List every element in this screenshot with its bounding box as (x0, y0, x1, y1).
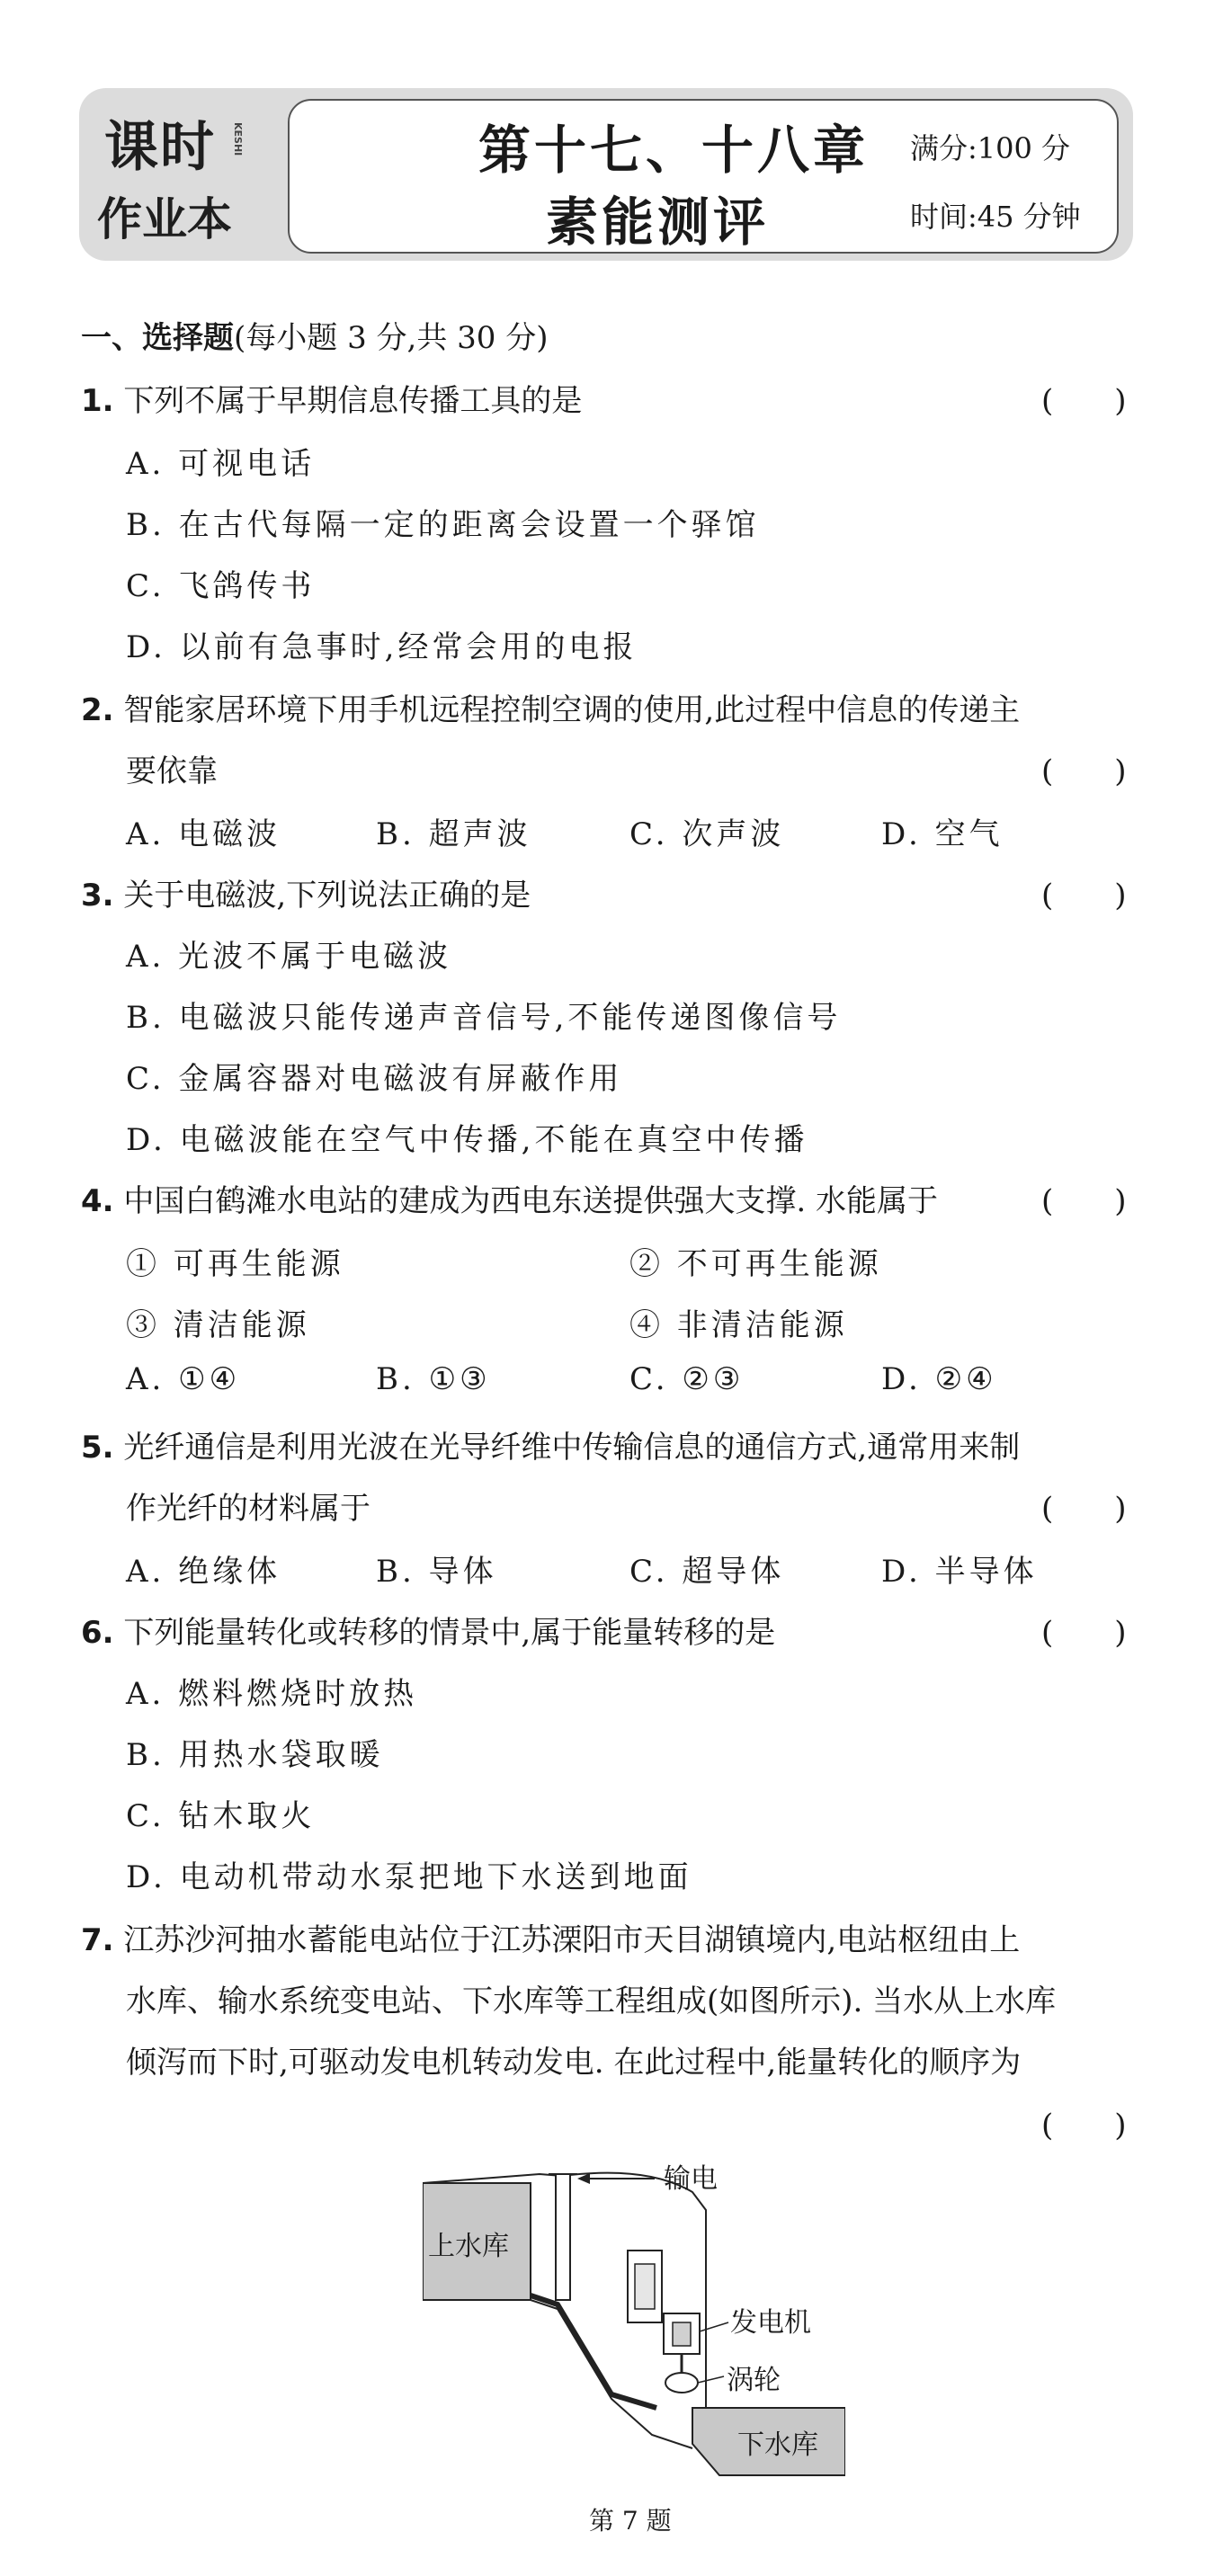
section-heading (81, 313, 548, 357)
option: A. 光波不属于电磁波 (126, 939, 452, 975)
option: B. ①③ (376, 1361, 491, 1397)
label-generator: 发电机 (730, 2307, 811, 2339)
question-number: 1. (81, 383, 114, 419)
question-text: 光纤通信是利用光波在光导纤维中传输信息的通信方式,通常用来制 (123, 1430, 1021, 1466)
statement-item: ② 不可再生能源 (629, 1246, 882, 1282)
option: C. 金属容器对电磁波有屏蔽作用 (126, 1061, 623, 1097)
question-5-stem (81, 1422, 1020, 1466)
option: C. ②③ (629, 1361, 745, 1397)
page-subtitle: 素能测评 (546, 192, 770, 253)
transmission-tower (556, 2174, 570, 2300)
question-text-cont: 倾泻而下时,可驱动发电机转动发电. 在此过程中,能量转化的顺序为 (126, 2045, 1022, 2081)
option: A. 燃料燃烧时放热 (126, 1676, 418, 1712)
option: B. 在古代每隔一定的距离会设置一个驿馆 (126, 507, 760, 543)
question-text-cont: 作光纤的材料属于 (126, 1491, 370, 1527)
title-box (288, 99, 1119, 254)
question-text: 中国白鹤滩水电站的建成为西电东送提供强大支撑. 水能属于 (123, 1183, 939, 1219)
hydro-station-figure (423, 2138, 845, 2498)
logo-line2: 作业本 (97, 193, 232, 245)
question-text: 江苏沙河抽水蓄能电站位于江苏溧阳市天目湖镇境内,电站枢纽由上 (123, 1922, 1021, 1958)
page-title: 第十七、十八章 (478, 120, 870, 181)
answer-bracket: ( ) (1041, 383, 1127, 419)
question-text-cont: 水库、输水系统变电站、下水库等工程组成(如图所示). 当水从上水库 (126, 1983, 1057, 2019)
option: C. 飞鸽传书 (126, 568, 316, 604)
answer-bracket: ( ) (1041, 878, 1127, 914)
option: A. 可视电话 (126, 446, 316, 482)
option: B. 用热水袋取暖 (126, 1737, 384, 1773)
question-3-stem (81, 870, 531, 914)
option: A. 电磁波 (126, 816, 281, 852)
section-note: (每小题 3 分,共 30 分) (234, 320, 549, 356)
option: D. ②④ (881, 1361, 997, 1397)
question-number: 7. (81, 1922, 114, 1958)
figure-caption: 第 7 题 (589, 2506, 672, 2536)
answer-bracket: ( ) (1041, 1183, 1127, 1219)
turbine (665, 2373, 698, 2393)
answer-bracket: ( ) (1041, 1615, 1127, 1651)
question-text-cont: 要依靠 (126, 753, 218, 789)
question-1-stem (81, 376, 582, 420)
option: C. 次声波 (629, 816, 785, 852)
logo-tiny-text: KESHI (232, 122, 244, 156)
label-upper-reservoir: 上水库 (428, 2231, 509, 2262)
option: D. 电动机带动水泵把地下水送到地面 (126, 1859, 692, 1895)
option: D. 以前有急事时,经常会用的电报 (126, 629, 638, 665)
question-text: 关于电磁波,下列说法正确的是 (123, 878, 531, 914)
question-number: 3. (81, 878, 114, 914)
option: A. 绝缘体 (126, 1554, 281, 1590)
option: C. 超导体 (629, 1554, 785, 1590)
option: D. 电磁波能在空气中传播,不能在真空中传播 (126, 1122, 808, 1158)
statement-item: ④ 非清洁能源 (629, 1307, 848, 1343)
option: D. 半导体 (881, 1554, 1038, 1590)
question-4-stem (81, 1176, 938, 1220)
question-number: 6. (81, 1615, 114, 1651)
statement-item: ③ 清洁能源 (126, 1307, 310, 1343)
question-text: 下列能量转化或转移的情景中,属于能量转移的是 (123, 1615, 776, 1651)
question-number: 4. (81, 1183, 114, 1219)
logo (97, 104, 272, 248)
question-text: 下列不属于早期信息传播工具的是 (123, 383, 583, 419)
option: B. 电磁波只能传递声音信号,不能传递图像信号 (126, 1000, 842, 1036)
question-6-stem (81, 1608, 775, 1652)
option: B. 超声波 (376, 816, 531, 852)
question-number: 2. (81, 692, 114, 728)
section-title: 一、选择题 (81, 320, 234, 356)
statement-item: ① 可再生能源 (126, 1246, 344, 1282)
option: C. 钻木取火 (126, 1798, 316, 1834)
question-7-stem (81, 1915, 1020, 1959)
answer-bracket: ( ) (1041, 1491, 1127, 1527)
full-score: 满分:100 分 (910, 131, 1071, 165)
label-turbine: 涡轮 (727, 2365, 781, 2396)
answer-bracket: ( ) (1041, 2108, 1127, 2144)
answer-bracket: ( ) (1041, 753, 1127, 789)
time-limit: 时间:45 分钟 (910, 200, 1081, 234)
option: B. 导体 (376, 1554, 497, 1590)
header-banner (79, 88, 1133, 261)
question-2-stem (81, 685, 1020, 729)
label-lower-reservoir: 下水库 (737, 2429, 818, 2461)
question-number: 5. (81, 1430, 114, 1466)
question-text: 智能家居环境下用手机远程控制空调的使用,此过程中信息的传递主 (123, 692, 1021, 728)
option: D. 空气 (881, 816, 1004, 852)
logo-line1: 课时 (104, 116, 216, 179)
label-transmission: 输电 (664, 2163, 718, 2195)
option: A. ①④ (126, 1361, 241, 1397)
